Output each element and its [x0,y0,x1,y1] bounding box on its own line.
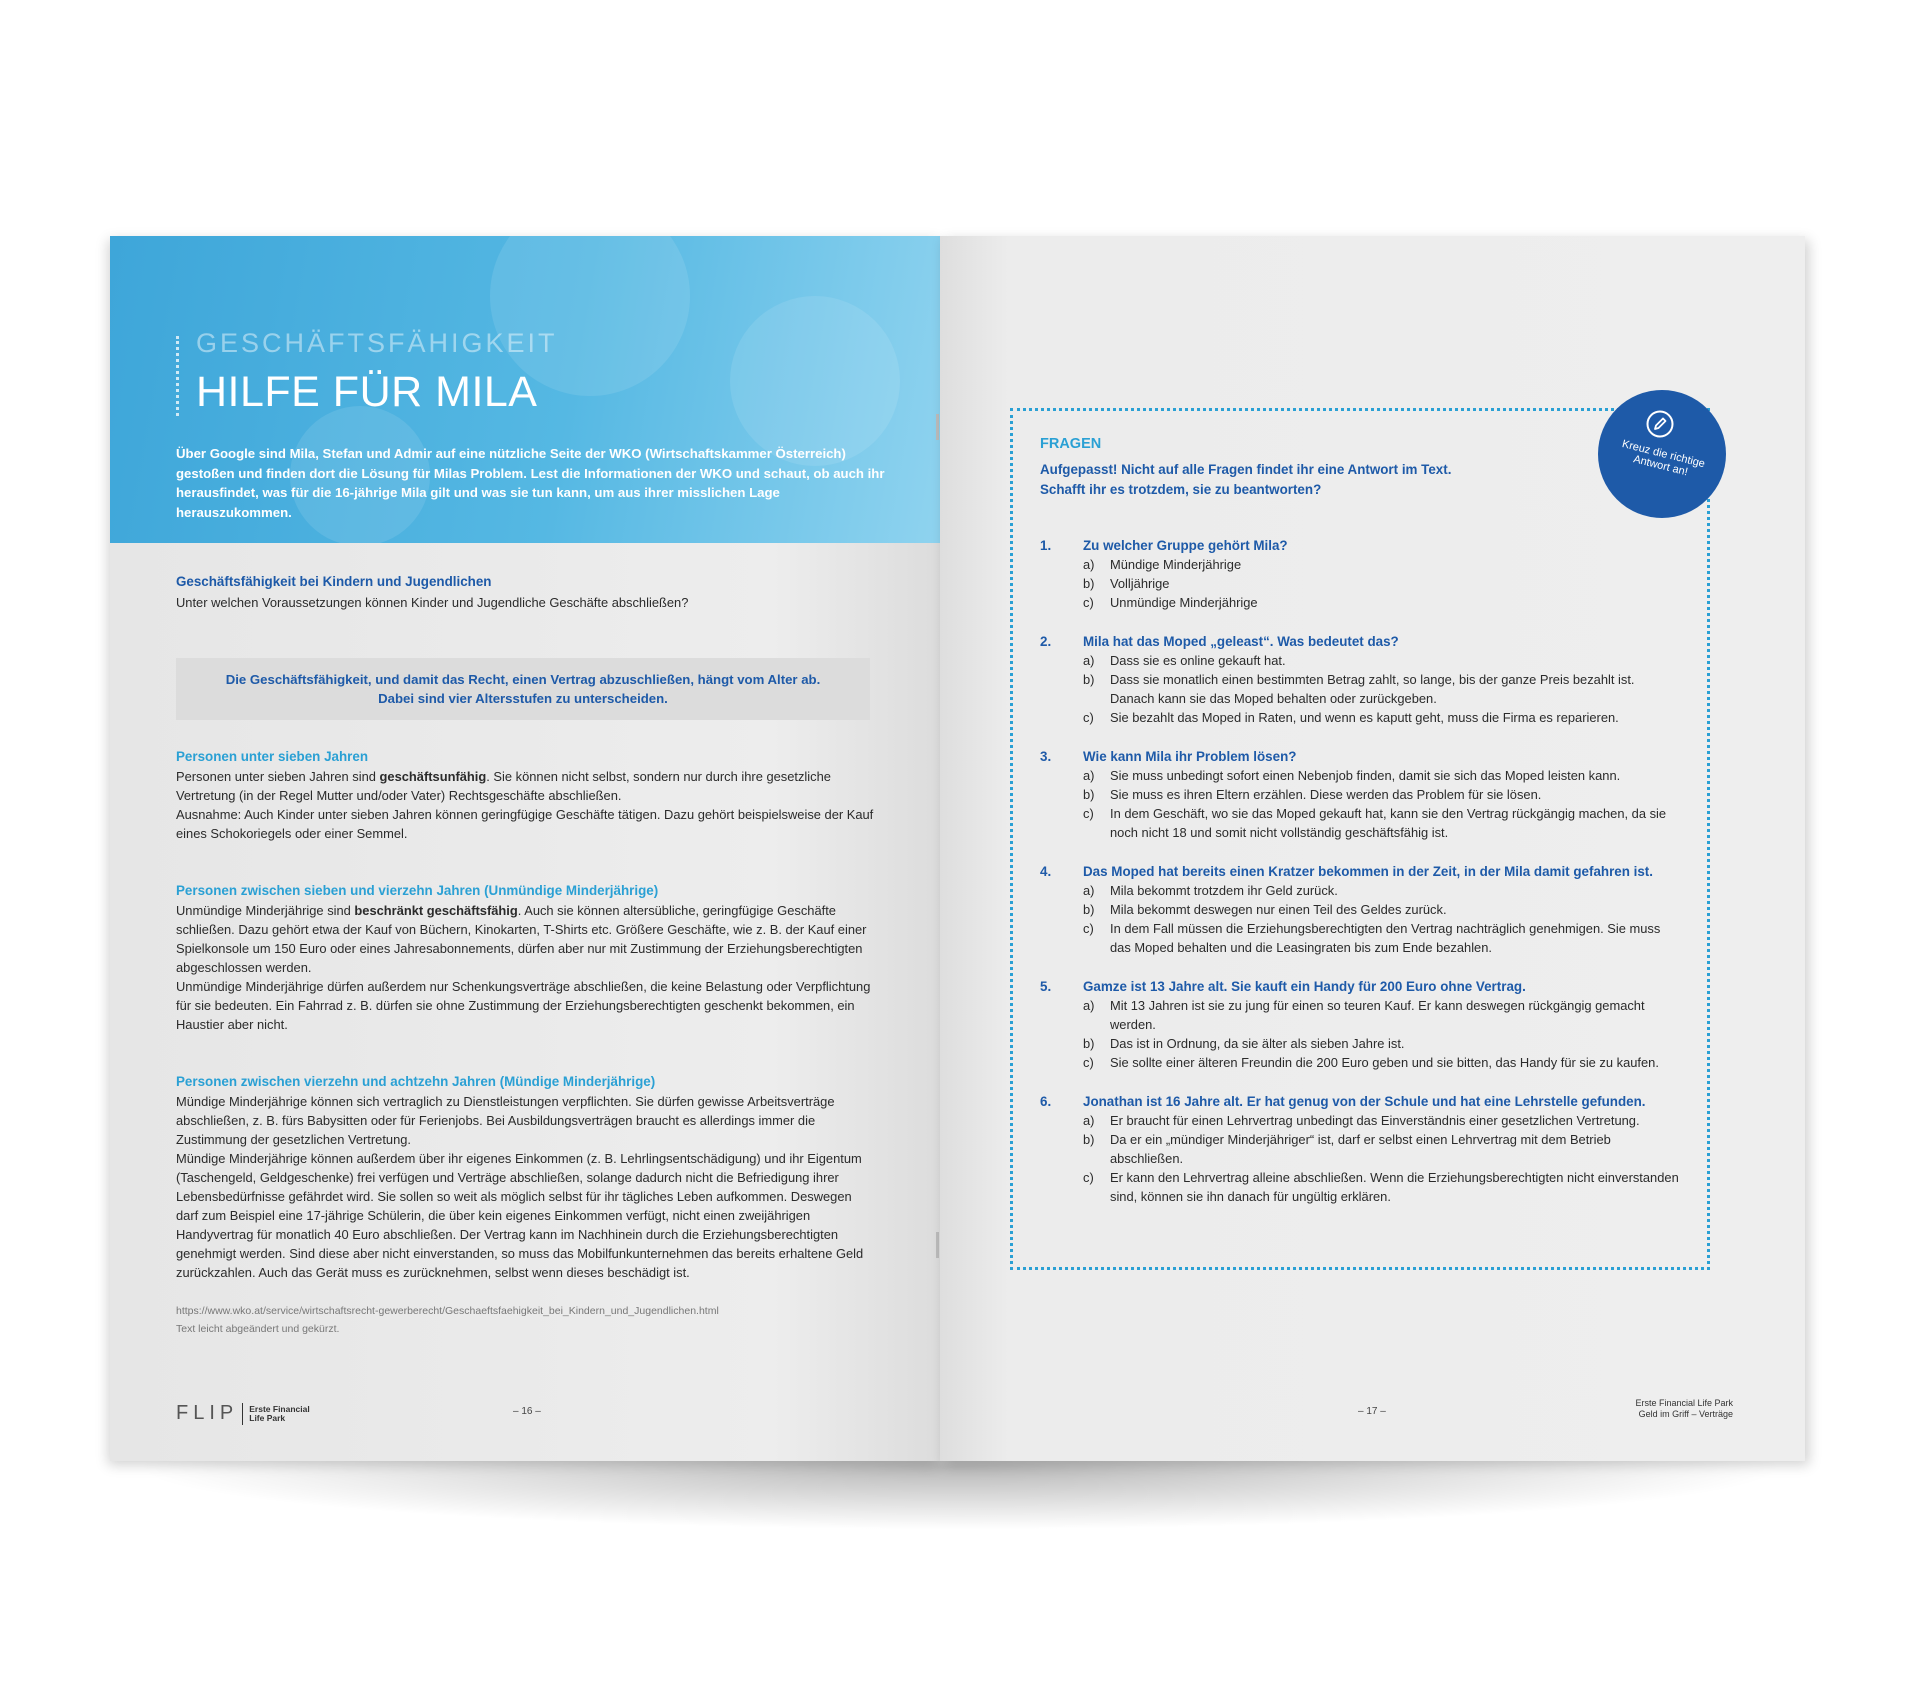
option-letter: b) [1083,672,1095,687]
option-text: Mila bekommt trotzdem ihr Geld zurück. [1110,883,1338,898]
question-text: Das Moped hat bereits einen Kratzer bekommen in der Zeit, in der Mila damit gefahren ist. [1083,864,1653,879]
flip-logo [176,1402,310,1425]
question-heading [1040,632,1680,651]
header-banner [110,236,940,543]
left-page [110,236,940,1461]
answer-option[interactable] [1040,708,1680,727]
option-text: Da er ein „mündiger Minderjähriger“ ist, darf er selbst einen Lehrvertrag mit dem Betrieb abschließen. [1110,1132,1611,1166]
fragen-intro [1040,460,1451,499]
question-text: Gamze ist 13 Jahre alt. Sie kauft ein Handy für 200 Euro ohne Vertrag. [1083,979,1526,994]
logo-wordmark: FLIP [176,1402,239,1424]
question-text: Mila hat das Moped „geleast“. Was bedeutet das? [1083,634,1399,649]
question-text: Wie kann Mila ihr Problem lösen? [1083,749,1297,764]
spine-mark [936,1232,939,1258]
question-heading [1040,536,1680,555]
bold-text: beschränkt geschäftsfähig [354,903,518,918]
option-text: Er braucht für einen Lehrvertrag unbedingt das Einverständnis einer gesetzlichen Vertretung. [1110,1113,1640,1128]
option-letter: c) [1083,806,1094,821]
question-number: 2. [1040,634,1052,649]
question-2 [1040,632,1680,727]
question-6 [1040,1092,1680,1206]
question-heading [1040,1092,1680,1111]
option-letter: c) [1083,1170,1094,1185]
pencil-icon [1646,410,1674,438]
callout-box [176,658,870,720]
option-text: Sie bezahlt das Moped in Raten, und wenn es kaputt geht, muss die Firma es reparieren. [1110,710,1619,725]
option-text: Dass sie es online gekauft hat. [1110,653,1286,668]
question-heading [1040,977,1680,996]
question-number: 1. [1040,538,1052,553]
answer-option[interactable] [1040,804,1680,842]
option-text: Sie muss es ihren Eltern erzählen. Diese werden das Problem für sie lösen. [1110,787,1542,802]
question-1 [1040,536,1680,612]
option-text: Mit 13 Jahren ist sie zu jung für einen so teuren Kauf. Er kann deswegen rückgängig gemacht werden. [1110,998,1645,1032]
option-text: Unmündige Minderjährige [1110,595,1258,610]
answer-option[interactable] [1040,1130,1680,1168]
answer-option[interactable] [1040,766,1680,785]
title-dotted-bar [176,336,182,416]
fragen-title: FRAGEN [1040,436,1102,452]
answer-option[interactable] [1040,900,1680,919]
text: Personen unter sieben Jahren sind [176,769,380,784]
option-text: In dem Geschäft, wo sie das Moped gekauft hat, kann sie den Vertrag rückgängig machen, da sie noch nicht 18 und somit nicht vollständig geschäftsfähig ist. [1110,806,1667,840]
option-letter: a) [1083,653,1095,668]
paragraph [176,901,876,1034]
page-title: HILFE FÜR MILA [196,368,538,416]
text: Erste Financial Life Park [1635,1398,1733,1408]
answer-option[interactable] [1040,881,1680,900]
question-5 [1040,977,1680,1072]
option-letter: a) [1083,768,1095,783]
text: Mündige Minderjährige können sich vertraglich zu Dienstleistungen verpflichten. Sie dürfen gewisse Arbeitsverträge abschließen, z. B. fürs Babysitten oder für Ferienjobs. Bei Ausbildungsverträgen braucht es allerdings immer die Zustimmung der gesetzlichen Vertretung. [176,1094,835,1147]
answer-option[interactable] [1040,919,1680,957]
question-text: Jonathan ist 16 Jahre alt. Er hat genug von der Schule und hat eine Lehrstelle gefunden. [1083,1094,1646,1109]
option-letter: b) [1083,576,1095,591]
option-letter: b) [1083,1132,1095,1147]
badge-text: Kreuz die richtige Antwort an! [1620,438,1707,479]
text: Aufgepasst! Nicht auf alle Fragen findet ihr eine Antwort im Text. [1040,462,1452,477]
section-heading: Geschäftsfähigkeit bei Kindern und Jugendlichen [176,574,492,589]
answer-option[interactable] [1040,1168,1680,1206]
question-heading [1040,747,1680,766]
question-number: 3. [1040,749,1052,764]
question-text: Zu welcher Gruppe gehört Mila? [1083,538,1288,553]
subheading-seven-to-fourteen: Personen zwischen sieben und vierzehn Jahren (Unmündige Minderjährige) [176,883,659,898]
option-letter: c) [1083,921,1094,936]
text: . Sie können nicht selbst, sondern nur durch ihre gesetzliche Vertretung (in der Regel Mutter und/oder Vater) Rechtsgeschäfte abschließen. [176,769,831,803]
option-letter: a) [1083,998,1095,1013]
logo-divider [242,1403,243,1425]
option-letter: c) [1083,710,1094,725]
option-letter: a) [1083,883,1095,898]
question-heading [1040,862,1680,881]
answer-option[interactable] [1040,593,1680,612]
option-letter: b) [1083,1036,1095,1051]
source-note: Text leicht abgeändert und gekürzt. [176,1323,340,1335]
answer-option[interactable] [1040,651,1680,670]
answer-option[interactable] [1040,1111,1680,1130]
question-number: 4. [1040,864,1052,879]
answer-option[interactable] [1040,1053,1680,1072]
option-text: Sie sollte einer älteren Freundin die 200 Euro geben und sie bitten, das Handy für sie zu kaufen. [1110,1055,1659,1070]
question-number: 5. [1040,979,1052,994]
source-url[interactable]: https://www.wko.at/service/wirtschaftsrecht-gewerberecht/Geschaeftsfaehigkeit_bei_Kindern_und_Jugendlichen.html [176,1305,719,1317]
option-text: Das ist in Ordnung, da sie älter als sieben Jahre ist. [1110,1036,1405,1051]
spine-mark [936,414,939,440]
imprint [1635,1398,1733,1420]
callout-line: Die Geschäftsfähigkeit, und damit das Recht, einen Vertrag abzuschließen, hängt vom Alter ab. [225,672,821,687]
option-letter: c) [1083,1055,1094,1070]
option-text: Dass sie monatlich einen bestimmten Betrag zahlt, so lange, bis der ganze Preis bezahlt ist. Danach kann sie das Moped behalten oder zurückgeben. [1110,672,1635,706]
option-letter: a) [1083,1113,1095,1128]
section-question: Unter welchen Voraussetzungen können Kinder und Jugendliche Geschäfte abschließen? [176,595,689,610]
text: Geld im Griff – Verträge [1638,1409,1733,1419]
option-letter: a) [1083,557,1095,572]
subheading-fourteen-to-eighteen: Personen zwischen vierzehn und achtzehn Jahren (Mündige Minderjährige) [176,1074,656,1089]
text: Unmündige Minderjährige dürfen außerdem nur Schenkungsverträge abschließen, die keine Belastung oder Verpflichtung für sie bedeuten. Ein Fahrrad z. B. dürfen sie ohne Zustimmung der Erziehungsberechtigten geschenkt bekommen, ein Haustier aber nicht. [176,979,871,1032]
paragraph [176,1092,876,1282]
text: Life Park [249,1412,286,1423]
option-text: In dem Fall müssen die Erziehungsberechtigten den Vertrag nachträglich genehmigen. Sie muss das Moped behalten und die Leasingraten bis zum Ende bezahlen. [1110,921,1661,955]
option-letter: b) [1083,787,1095,802]
subheading-under-seven: Personen unter sieben Jahren [176,749,368,764]
option-letter: c) [1083,595,1094,610]
text: . Auch sie können altersübliche, geringfügige Geschäfte schließen. Dazu gehört etwa der Kauf von Büchern, Kinokarten, T-Shirts etc. Größere Geschäfte, wie z. B. der Kauf einer Spielkonsole um 150 Euro oder eines Jahresabonnements, dürfen aber nur mit Zustimmung der Erziehungsberechtigten abgeschlossen werden. [176,903,867,975]
option-text: Er kann den Lehrvertrag alleine abschließen. Wenn die Erziehungsberechtigten nicht einverstanden sind, können sie ihn danach für ungültig erklären. [1110,1170,1679,1204]
page-number: – 17 – [1358,1406,1386,1417]
paragraph [176,767,876,843]
answer-option[interactable] [1040,574,1680,593]
logo-subtitle [249,1405,309,1423]
answer-option[interactable] [1040,1034,1680,1053]
option-letter: b) [1083,902,1095,917]
callout-line: Dabei sind vier Altersstufen zu unterscheiden. [378,691,668,706]
option-text: Volljährige [1110,576,1170,591]
bold-text: geschäftsunfähig [379,769,487,784]
question-4 [1040,862,1680,957]
text: Erste Financial [249,1403,310,1414]
question-number: 6. [1040,1094,1052,1109]
intro-text: Über Google sind Mila, Stefan und Admir auf eine nützliche Seite der WKO (Wirtschaftskammer Österreich) gestoßen und finden dort die Lösung für Milas Problem. Lest die Informationen der WKO und schaut, ob auch ihr herausfindet, was für die 16-jährige Mila gilt und was sie tun kann, um aus ihrer misslichen Lage herauszukommen. [176,446,885,520]
answer-option[interactable] [1040,670,1680,708]
option-text: Sie muss unbedingt sofort einen Nebenjob finden, damit sie sich das Moped leisten kann. [1110,768,1621,783]
source-citation [176,1302,719,1338]
question-3 [1040,747,1680,842]
option-text: Mündige Minderjährige [1110,557,1242,572]
bokeh-decoration [730,296,900,466]
text: Mündige Minderjährige können außerdem über ihr eigenes Einkommen (z. B. Lehrlingsentschädigung) und ihr Eigentum (Taschengeld, Geldgeschenke) frei verfügen und Verträge abschließen, solange dadurch nicht die Befriedigung ihrer Lebensbedürfnisse gefährdet wird. Sie sollen so weit als möglich selbst für ihr tägliches Leben aufkommen. Deswegen darf zum Beispiel eine 17-jährige Schülerin, die über kein eigenes Einkommen verfügt, nicht einen zweijährigen Handyvertrag für monatlich 40 Euro abschließen. Der Vertrag kann im Nachhinein durch die Erziehungsberechtigten genehmigt werden. Sind diese aber nicht einverstanden, so muss das Mobilfunkunternehmen das bereits erhaltene Geld zurückzahlen. Auch das Gerät muss es zurücknehmen, selbst wenn dieses beschädigt ist. [176,1151,864,1280]
right-page [940,236,1805,1461]
text: Ausnahme: Auch Kinder unter sieben Jahren können geringfügige Geschäfte tätigen. Dazu gehört beispielsweise der Kauf eines Schokoriegels oder einer Semmel. [176,807,874,841]
answer-option[interactable] [1040,555,1680,574]
text: Unmündige Minderjährige sind [176,903,355,918]
kicker: GESCHÄFTSFÄHIGKEIT [196,328,558,358]
answer-option[interactable] [1040,785,1680,804]
text: Schafft ihr es trotzdem, sie zu beantworten? [1040,481,1322,497]
instruction-badge [1598,390,1726,518]
answer-option[interactable] [1040,996,1680,1034]
page-number: – 16 – [513,1406,541,1417]
option-text: Mila bekommt deswegen nur einen Teil des Geldes zurück. [1110,902,1447,917]
